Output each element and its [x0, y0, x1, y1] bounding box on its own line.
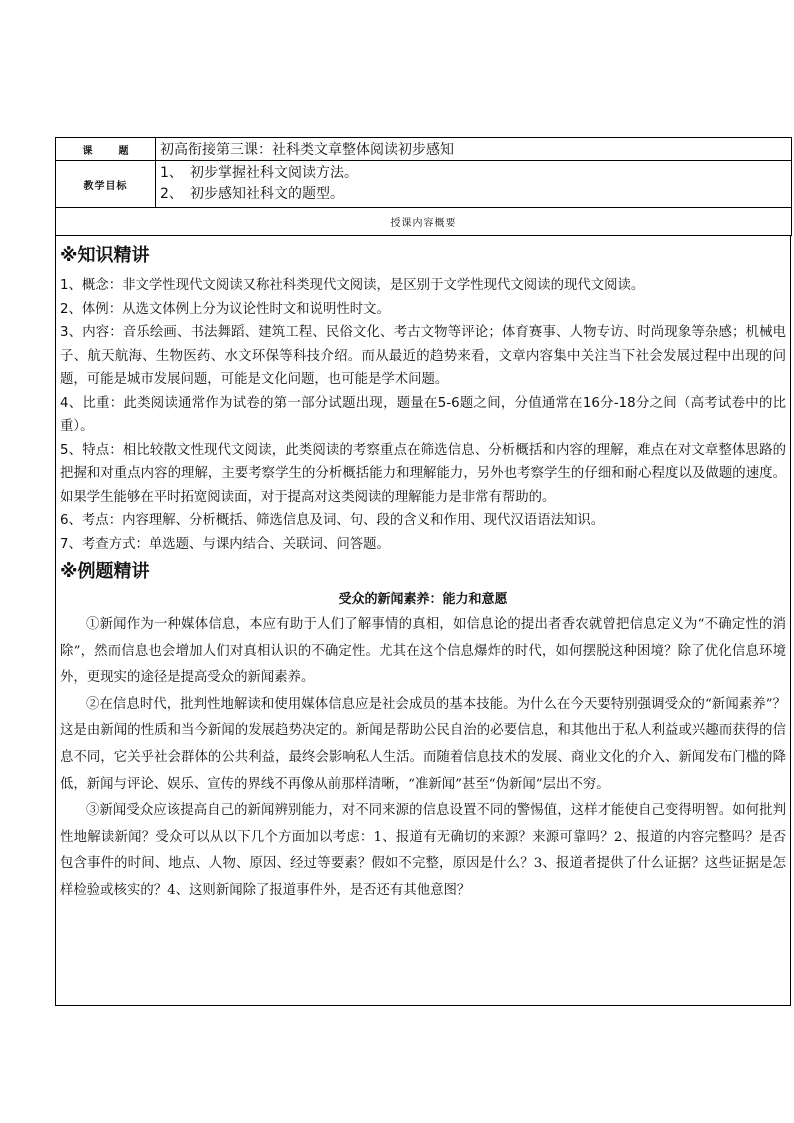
lesson-header-table: [55, 137, 792, 236]
goal-text: 初步掌握社科文阅读方法。: [190, 165, 358, 181]
knowledge-point: 1、概念：非文学性现代文阅读又称社科类现代文阅读，是区别于文学性现代文阅读的现代文阅读。: [60, 278, 645, 293]
goal-item: [160, 163, 791, 184]
goal-number: 2、: [160, 186, 183, 202]
article-paragraph: ①新闻作为一种媒体信息，本应有助于人们了解事情的真相，如信息论的提出者香农就曾把信息定义为“不确定性的消除”，然而信息也会增加人们对真相认识的不确定性。尤其在这个信息爆炸的时代，如何摆脱这种困境？除了优化信息环境外，更现实的途径是提高受众的新闻素养。: [60, 617, 786, 686]
knowledge-point: 5、特点：相比较散文性现代文阅读，此类阅读的考察重点在筛选信息、分析概括和内容的理解，难点在对文章整体思路的把握和对重点内容的理解，主要考察学生的分析概括能力和理解能力，另外也考察学生的仔细和耐心程度以及做题的速度。如果学生能够在平时拓宽阅读面，对于提高对这类阅读的理解能力是非常有帮助的。: [60, 442, 786, 505]
article-paragraph: ②在信息时代，批判性地解读和使用媒体信息应是社会成员的基本技能。为什么在今天要特别强调受众的“新闻素养”？这是由新闻的性质和当今新闻的发展趋势决定的。新闻是帮助公民自治的必要信息，和其他出于私人利益或兴趣而获得的信息不同，它关乎社会群体的公共利益，最终会影响私人生活。而随着信息技术的发展、商业文化的介入、新闻发布门槛的降低，新闻与评论、娱乐、宣传的界线不再像从前那样清晰，“准新闻”甚至“伪新闻”层出不穷。: [60, 696, 786, 792]
goal-item: [160, 184, 791, 205]
content-body: [55, 236, 791, 1006]
article-title: 受众的新闻素养：能力和意愿: [338, 592, 508, 607]
article-paragraph: ③新闻受众应该提高自己的新闻辨别能力，对不同来源的信息设置不同的警惕值，这样才能使自己变得明智。如何批判性地解读新闻？受众可以从以下几个方面加以考虑：1、报道有无确切的来源？来源可靠吗？2、报道的内容完整吗？是否包含事件的时间、地点、人物、原因、经过等要素？假如不完整，原因是什么？3、报道者提供了什么证据？这些证据是怎样检验或核实的？4、这则新闻除了报道事件外，是否还有其他意图？: [60, 803, 786, 898]
knowledge-point: 6、考点：内容理解、分析概括、筛选信息及词、句、段的含义和作用、现代汉语语法知识。: [60, 513, 605, 528]
examples-heading: ※例题精讲: [60, 561, 150, 582]
lesson-plan-page: [55, 137, 791, 1006]
topic-label: 课题: [56, 138, 156, 161]
knowledge-point: 4、比重：此类阅读通常作为试卷的第一部分试题出现，题量在5-6题之间，分值通常在16分-18分之间（高考试卷中的比重）。: [60, 395, 786, 434]
knowledge-point: 2、体例：从选文体例上分为议论性时文和说明性时文。: [60, 301, 390, 317]
summary-label: 授课内容概要: [56, 208, 792, 236]
goal-number: 1、: [160, 165, 183, 181]
topic-value: 初高衔接第三课：社科类文章整体阅读初步感知: [156, 138, 792, 161]
goal-text: 初步感知社科文的题型。: [190, 186, 344, 202]
goals-label: 教学目标: [56, 161, 156, 208]
goals-list: [156, 161, 792, 208]
knowledge-heading: ※知识精讲: [60, 245, 150, 266]
knowledge-point: 7、考查方式：单选题、与课内结合、关联词、问答题。: [60, 536, 390, 552]
knowledge-point: 3、内容：音乐绘画、书法舞蹈、建筑工程、民俗文化、考古文物等评论；体育赛事、人物专访、时尚现象等杂感；机械电子、航天航海、生物医药、水文环保等科技介绍。而从最近的趋势来看，文章内容集中关注当下社会发展过程中出现的问题，可能是城市发展问题，可能是文化问题，也可能是学术问题。: [60, 325, 786, 387]
